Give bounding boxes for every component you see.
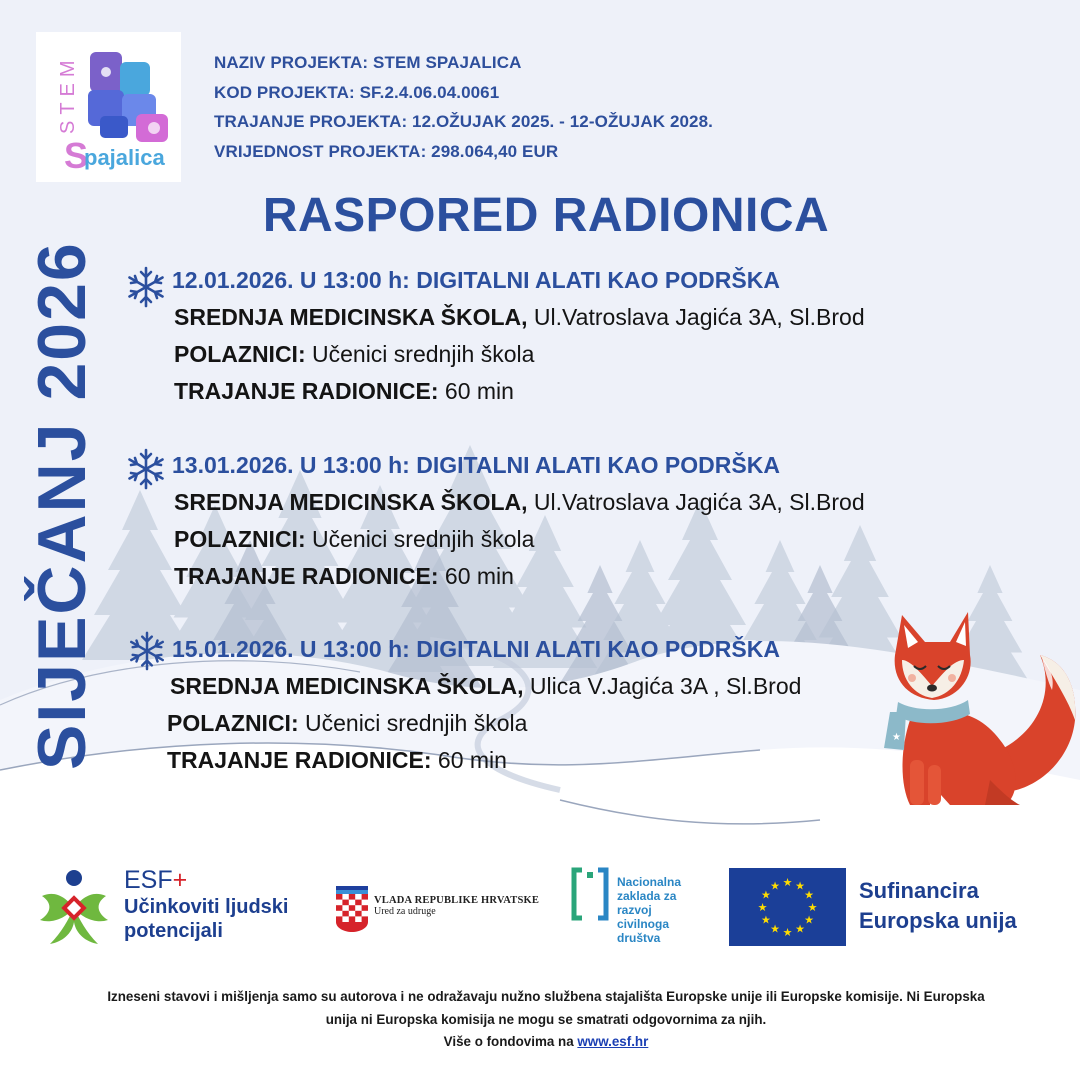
event-heading: 12.01.2026. U 13:00 h: DIGITALNI ALATI KAO PODRŠKA — [172, 267, 780, 293]
esf-label: ESF — [124, 866, 173, 894]
nacionalna-zaklada-bracket-icon — [570, 866, 610, 922]
nz-line: razvoj — [617, 903, 652, 917]
event-school: SREDNJA MEDICINSKA ŠKOLA, — [174, 489, 528, 515]
event-location — [174, 484, 865, 521]
logo-graphic — [36, 32, 181, 182]
duration-value: 60 min — [438, 378, 514, 404]
participants-label: POLAZNICI: — [174, 526, 306, 552]
month-label: SIJEČANJ 2026 — [24, 241, 100, 770]
eu-cofinanced-label — [859, 876, 1017, 936]
nz-line: Nacionalna — [617, 875, 682, 889]
logo-initial: S — [64, 135, 89, 176]
esf-plus-label — [124, 866, 288, 895]
eu-line-1: Sufinancira — [859, 878, 979, 903]
disclaimer-line-1: Izneseni stavovi i mišljenja samo su autorova i ne odražavaju nužno službena stajališta Europske unije ili Europske komisije. Ni Europska — [107, 989, 985, 1004]
esf-logo-text — [124, 866, 288, 943]
event-participants — [167, 705, 801, 742]
event-participants — [174, 336, 865, 373]
participants-label: POLAZNICI: — [174, 341, 306, 367]
gov-line-1: VLADA REPUBLIKE HRVATSKE — [374, 895, 540, 906]
participants-value: Učenici srednjih škola — [305, 341, 535, 367]
project-code: KOD PROJEKTA: SF.2.4.06.04.0061 — [214, 82, 500, 102]
fox-illustration — [870, 600, 1080, 815]
event-duration — [174, 373, 865, 410]
duration-label: TRAJANJE RADIONICE: — [174, 378, 439, 404]
duration-value: 60 min — [431, 747, 507, 773]
event-school: SREDNJA MEDICINSKA ŠKOLA, — [170, 673, 524, 699]
svg-text:★: ★ — [804, 888, 815, 902]
participants-value: Učenici srednjih škola — [298, 710, 528, 736]
gov-line-2: Ured za udruge — [374, 906, 436, 917]
disclaimer-prefix: Više o fondovima na — [443, 1034, 578, 1049]
event-school: SREDNJA MEDICINSKA ŠKOLA, — [174, 304, 528, 330]
event-address: Ul.Vatroslava Jagića 3A, Sl.Brod — [527, 304, 865, 330]
duration-label: TRAJANJE RADIONICE: — [174, 563, 439, 589]
snowflake-icon — [124, 265, 168, 309]
svg-text:★: ★ — [770, 879, 780, 893]
svg-text:★: ★ — [795, 922, 805, 936]
duration-label: TRAJANJE RADIONICE: — [167, 747, 432, 773]
project-value: VRIJEDNOST PROJEKTA: 298.064,40 EUR — [214, 141, 559, 161]
esf-logo-icon — [36, 868, 112, 948]
svg-text:★: ★ — [892, 732, 901, 743]
croatian-coat-of-arms-icon — [334, 882, 370, 932]
project-duration: TRAJANJE PROJEKTA: 12.OŽUJAK 2025. - 12-OŽUJAK 2028. — [214, 112, 713, 131]
esf-plus-sign: + — [172, 866, 188, 894]
svg-text:★: ★ — [807, 901, 818, 914]
svg-text:★: ★ — [782, 876, 793, 889]
event-3 — [167, 631, 802, 779]
snowflake-icon — [126, 630, 168, 672]
esf-line-2: potencijali — [124, 920, 223, 942]
event-location — [174, 299, 865, 336]
page-title: RASPORED RADIONICA — [262, 189, 830, 242]
esf-website-link[interactable]: www.esf.hr — [577, 1034, 649, 1049]
svg-text:★: ★ — [757, 901, 768, 914]
eu-line-2: Europska unija — [859, 908, 1017, 933]
event-location — [170, 668, 801, 705]
esf-line-1: Učinkoviti ljudski — [124, 896, 289, 918]
event-heading: 15.01.2026. U 13:00 h: DIGITALNI ALATI KAO PODRŠKA — [172, 636, 780, 662]
svg-text:★: ★ — [782, 926, 793, 939]
event-address: Ulica V.Jagića 3A , Sl.Brod — [523, 673, 802, 699]
event-duration — [167, 742, 801, 779]
duration-value: 60 min — [438, 563, 514, 589]
eu-flag — [729, 868, 846, 946]
event-heading: 13.01.2026. U 13:00 h: DIGITALNI ALATI KAO PODRŠKA — [172, 452, 780, 478]
svg-text:★: ★ — [760, 913, 771, 927]
snowflake-icon — [124, 447, 168, 491]
eu-stars-icon — [729, 868, 846, 946]
participants-value: Učenici srednjih škola — [305, 526, 535, 552]
event-2 — [172, 447, 865, 595]
svg-text:★: ★ — [795, 879, 805, 893]
project-info — [214, 48, 713, 166]
nz-line: civilnoga — [617, 917, 670, 931]
event-participants — [174, 521, 865, 558]
svg-text:★: ★ — [760, 888, 771, 902]
disclaimer-line-3 — [0, 1031, 1080, 1054]
croatian-government-label — [374, 895, 539, 917]
event-1 — [172, 262, 865, 410]
nz-line: društva — [617, 931, 661, 945]
svg-text:★: ★ — [770, 922, 780, 936]
event-address: Ul.Vatroslava Jagića 3A, Sl.Brod — [527, 489, 865, 515]
logo-vertical-text: STEM — [57, 54, 79, 134]
event-duration — [174, 558, 865, 595]
disclaimer-line-2: unija ni Europska komisija ne mogu se smatrati odgovornima za njih. — [325, 1011, 767, 1027]
participants-label: POLAZNICI: — [167, 710, 299, 736]
stem-spajalica-logo — [36, 32, 181, 182]
project-name: NAZIV PROJEKTA: STEM SPAJALICA — [214, 53, 522, 72]
svg-text:★: ★ — [804, 913, 815, 927]
disclaimer — [0, 986, 1080, 1054]
nz-line: zaklada za — [617, 889, 677, 903]
nacionalna-zaklada-label — [617, 875, 681, 945]
logo-word: pajalica — [84, 145, 165, 170]
